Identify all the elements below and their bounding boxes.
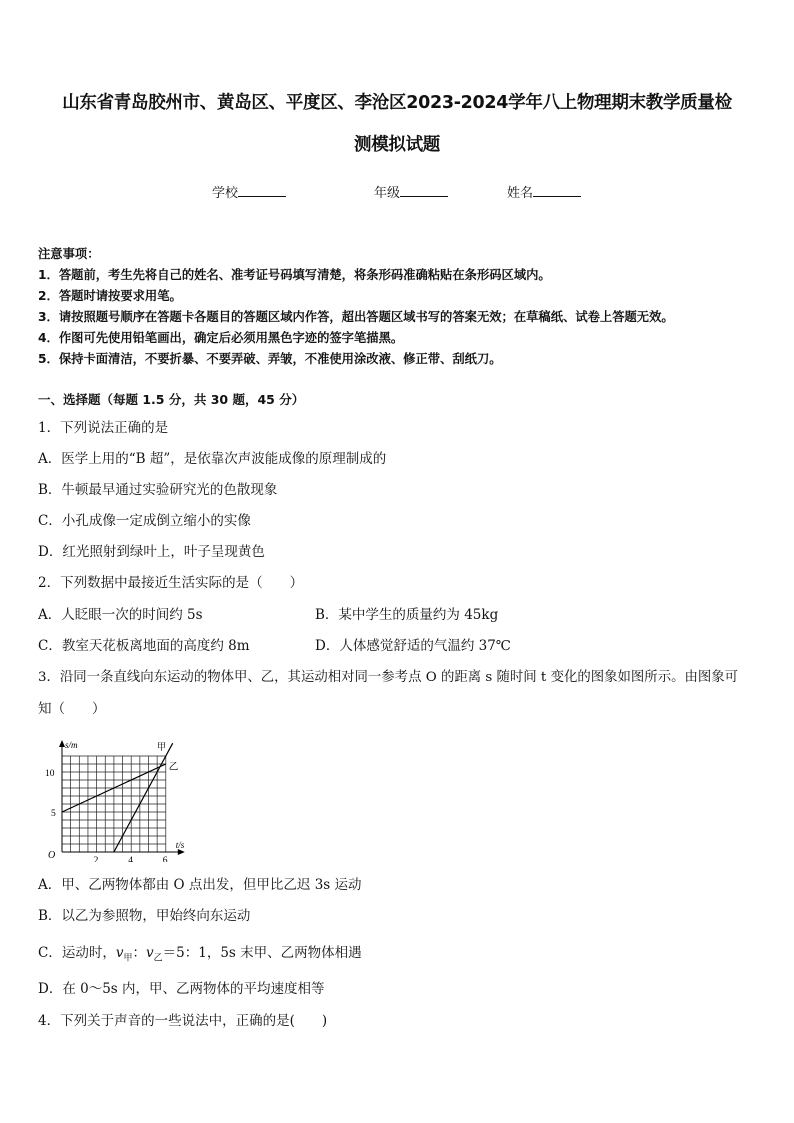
exam-title-line2: 测模拟试题 [354, 135, 440, 155]
school-field: 学校 [212, 182, 286, 201]
x-tick-label: 2 [93, 856, 99, 862]
q2-option-a: A．人眨眼一次的时间约 5s [38, 607, 203, 623]
q3-option-a: A．甲、乙两物体都由 O 点出发，但甲比乙迟 3s 运动 [38, 877, 362, 893]
q1-option-c: C．小孔成像一定成倒立缩小的实像 [38, 513, 251, 529]
x-tick-label: 6 [162, 856, 168, 862]
note-item: 3．请按照题号顺序在答题卡各题目的答题区域内作答，超出答题区域书写的答案无效；在草稿纸、试卷上答题无效。 [38, 310, 674, 324]
q3-option-d: D．在 0～5s 内，甲、乙两物体的平均速度相等 [38, 981, 325, 997]
question-1-stem: 1．下列说法正确的是 [38, 420, 169, 436]
q1-option-d: D．红光照射到绿叶上，叶子呈现黄色 [38, 544, 265, 560]
question-2-stem: 2．下列数据中最接近生活实际的是（ ） [38, 575, 304, 591]
section-heading: 一、选择题（每题 1.5 分，共 30 题，45 分） [38, 392, 305, 407]
y-tick-label: 10 [45, 769, 55, 779]
q1-option-a: A．医学上用的“B 超”，是依靠次声波能成像的原理制成的 [38, 451, 387, 467]
origin-label: O [48, 850, 56, 861]
name-field: 姓名 [507, 182, 581, 201]
q2-option-b: B．某中学生的质量约为 45kg [315, 607, 499, 623]
x-axis-label: t/s [175, 840, 185, 850]
note-item: 2．答题时请按要求用笔。 [38, 289, 182, 303]
x-tick-label: 4 [128, 856, 133, 862]
y-tick-label: 5 [51, 809, 56, 819]
note-item: 5．保持卡面清洁，不要折暴、不要弄破、弄皱，不准使用涂改液、修正带、刮纸刀。 [38, 352, 502, 366]
series-label-yi: 乙 [168, 762, 179, 773]
exam-title-line1: 山东省青岛胶州市、黄岛区、平度区、李沧区2023-2024学年八上物理期末教学质量检 [62, 93, 732, 113]
q3-graph [44, 722, 204, 862]
graph-grid [62, 756, 166, 852]
question-3-stem-line1: 3．沿同一条直线向东运动的物体甲、乙，其运动相对同一参考点 O 的距离 s 随时间 t 变化的图象如图所示。由图象可 [38, 670, 739, 685]
q3-option-c: C．运动时，$v_甲$：$v_乙=5$：1，5s 末甲、乙两物体相遇 [38, 945, 362, 964]
note-item: 4．作图可先使用铅笔画出，确定后必须用黑色字迹的签字笔描黑。 [38, 331, 404, 345]
note-item: 1．答题前，考生先将自己的姓名、准考证号码填写清楚，将条形码准确粘贴在条形码区域内。 [38, 268, 551, 282]
question-3-stem-line2: 知（ ） [38, 701, 106, 717]
question-4-stem: 4．下列关于声音的一些说法中，正确的是( ) [38, 1013, 328, 1029]
q1-option-b: B．牛顿最早通过实验研究光的色散现象 [38, 482, 278, 498]
q2-option-c: C．教室天花板离地面的高度约 8m [38, 638, 250, 654]
q2-option-d: D．人体感觉舒适的气温约 37℃ [315, 638, 511, 654]
notes-heading: 注意事项： [38, 247, 100, 261]
series-label-jia: 甲 [156, 743, 167, 753]
q3-option-b: B．以乙为参照物，甲始终向东运动 [38, 908, 251, 924]
y-axis-label: s/m [65, 740, 78, 750]
grade-field: 年级 [374, 182, 448, 201]
